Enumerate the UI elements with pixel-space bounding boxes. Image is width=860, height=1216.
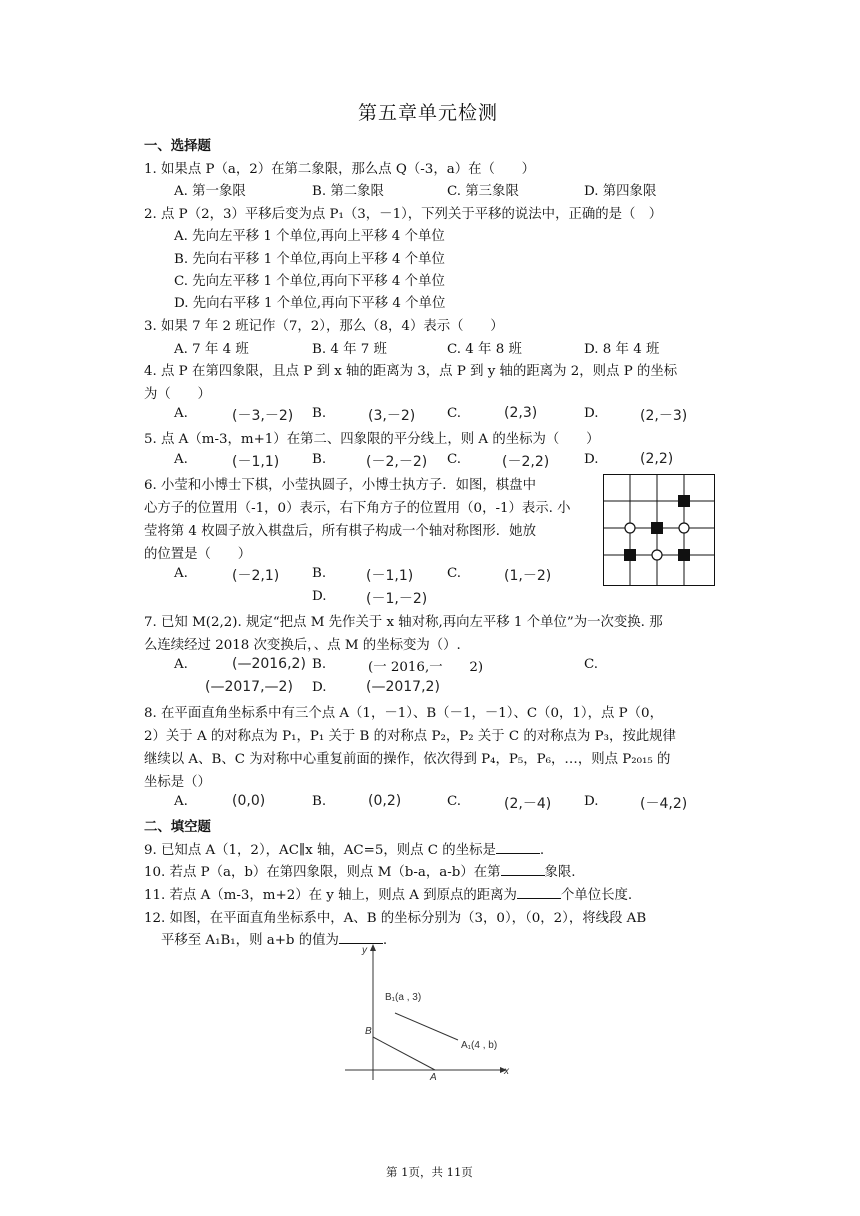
q11-stem bbox=[144, 884, 632, 903]
q4-value-a: (－3,－2) bbox=[232, 408, 294, 424]
q8-value-a: (0,0) bbox=[232, 793, 266, 809]
q2-stem: 2. 点 P（2，3）平移后变为点 P₁（3，－1），下列关于平移的说法中，正确的是（ ） bbox=[144, 207, 663, 222]
q6-value-b: (－1,1) bbox=[366, 568, 414, 584]
round-piece bbox=[679, 523, 689, 533]
chessboard-figure bbox=[603, 474, 715, 586]
q8-stem-line4: 坐标是（） bbox=[144, 775, 211, 790]
q8-letter-c: C. bbox=[447, 794, 462, 809]
q5-letter-c: C. bbox=[447, 452, 462, 467]
q8-letter-a: A. bbox=[174, 794, 188, 809]
q8-letter-d: D. bbox=[584, 794, 599, 809]
q10-stem bbox=[144, 861, 576, 880]
q6-value-d: (－1,－2) bbox=[366, 591, 428, 607]
round-piece bbox=[652, 550, 662, 560]
square-piece bbox=[678, 549, 690, 561]
square-piece bbox=[651, 522, 663, 534]
q9-stem bbox=[144, 839, 544, 858]
q5-letter-d: D. bbox=[584, 452, 599, 467]
q4-stem-line1: 4. 点 P 在第四象限，且点 P 到 x 轴的距离为 3，点 P 到 y 轴的距离为 2，则点 P 的坐标 bbox=[144, 364, 678, 379]
q7-value-c: (—2017,—2) bbox=[205, 679, 293, 695]
q7-value-a: (—2016,2) bbox=[232, 656, 306, 672]
q6-stem-line1: 6. 小莹和小博士下棋，小莹执圆子，小博士执方子．如图，棋盘中 bbox=[144, 478, 536, 493]
q6-value-a: (－2,1) bbox=[232, 568, 280, 584]
q6-stem-line2: 心方子的位置用（-1，0）表示，右下角方子的位置用（0，-1）表示. 小 bbox=[144, 501, 571, 516]
page-footer: 第 1页，共 11页 bbox=[386, 1165, 473, 1179]
q6-stem-line3: 莹将第 4 枚圆子放入棋盘后，所有棋子构成一个轴对称图形．她放 bbox=[144, 524, 536, 539]
q6-letter-c: C. bbox=[447, 566, 462, 581]
q7-letter-a: A. bbox=[174, 657, 188, 672]
q7-letter-b: B. bbox=[312, 657, 327, 672]
q4-letter-d: D. bbox=[584, 406, 599, 421]
q8-value-b: (0,2) bbox=[368, 793, 402, 809]
q3-option-b: B. 4 年 7 班 bbox=[312, 342, 387, 357]
q6-stem-line4: 的位置是（ ） bbox=[144, 547, 252, 562]
q5-value-c: (－2,2) bbox=[502, 454, 550, 470]
section-heading-fill: 二、填空题 bbox=[144, 820, 211, 835]
q7-value-d: (—2017,2) bbox=[366, 679, 440, 695]
q6-letter-d: D. bbox=[312, 589, 327, 604]
q4-stem-line2: 为（ ） bbox=[144, 387, 211, 402]
q7-letter-d: D. bbox=[312, 680, 327, 695]
q8-value-d: (－4,2) bbox=[640, 796, 688, 812]
q3-option-c: C. 4 年 8 班 bbox=[447, 342, 522, 357]
q10-answer-blank[interactable] bbox=[501, 863, 545, 876]
q7-letter-c: C. bbox=[584, 657, 599, 672]
q6-value-c: (1,－2) bbox=[504, 568, 552, 584]
q4-letter-a: A. bbox=[174, 406, 188, 421]
q1-option-b: B. 第二象限 bbox=[312, 184, 384, 199]
q7-stem-line2: 么连续经过 2018 次变换后，、点 M 的坐标变为（）. bbox=[144, 638, 461, 653]
q2-option-b: B. 先向右平移 1 个单位,再向上平移 4 个单位 bbox=[174, 252, 445, 267]
q2-option-d: D. 先向右平移 1 个单位,再向下平移 4 个单位 bbox=[174, 296, 446, 311]
q5-value-d: (2,2) bbox=[640, 451, 674, 467]
q1-option-d: D. 第四象限 bbox=[584, 184, 657, 199]
point-a1-label: A₁(4 , b) bbox=[461, 1040, 498, 1051]
q1-option-a: A. 第一象限 bbox=[174, 184, 246, 199]
q12-text-end: . bbox=[382, 933, 388, 948]
q5-letter-a: A. bbox=[174, 452, 188, 467]
point-a-label: A bbox=[430, 1072, 437, 1082]
page-title: 第五章单元检测 bbox=[358, 102, 499, 124]
coordinate-plane-figure bbox=[340, 942, 530, 1082]
q5-stem: 5. 点 A（m-3，m+1）在第二、四象限的平分线上，则 A 的坐标为（ ） bbox=[144, 432, 600, 447]
q1-stem: 1. 如果点 P（a，2）在第二象限，那么点 Q（-3，a）在（ ） bbox=[144, 162, 536, 177]
q8-stem-line1: 8. 在平面直角坐标系中有三个点 A（1，－1）、B（－1，－1）、C（0，1），点 P（0， bbox=[144, 706, 663, 721]
segment-ab bbox=[373, 1037, 435, 1070]
q12-stem-line1: 12. 如图，在平面直角坐标系中，A、B 的坐标分别为（3，0），（0，2），将线段 AB bbox=[144, 911, 647, 926]
q10-text-end: 象限. bbox=[544, 865, 576, 880]
q8-stem-line2: 2）关于 A 的对称点为 P₁，P₁ 关于 B 的对称点 P₂，P₂ 关于 C 的对称点为 P₃，按此规律 bbox=[144, 729, 676, 744]
q9-text: 9. 已知点 A（1，2），AC∥x 轴，AC=5，则点 C 的坐标是 bbox=[144, 843, 496, 858]
q7-stem-line1: 7. 已知 M(2,2). 规定“把点 M 先作关于 x 轴对称,再向左平移 1 个单位”为一次变换. 那 bbox=[144, 615, 663, 630]
segment-a1b1 bbox=[395, 1013, 458, 1040]
q6-letter-b: B. bbox=[312, 566, 327, 581]
q4-value-d: (2,－3) bbox=[640, 408, 688, 424]
q9-answer-blank[interactable] bbox=[496, 841, 540, 854]
q4-letter-b: B. bbox=[312, 406, 327, 421]
q1-option-c: C. 第三象限 bbox=[447, 184, 519, 199]
point-b-label: B bbox=[365, 1026, 372, 1037]
square-piece bbox=[624, 549, 636, 561]
q11-answer-blank[interactable] bbox=[517, 886, 561, 899]
x-axis-label: x bbox=[504, 1066, 509, 1077]
q11-text-end: 个单位长度. bbox=[560, 888, 633, 903]
y-axis-label: y bbox=[362, 945, 367, 956]
round-piece bbox=[625, 523, 635, 533]
q2-option-c: C. 先向左平移 1 个单位,再向下平移 4 个单位 bbox=[174, 274, 445, 289]
q8-letter-b: B. bbox=[312, 794, 327, 809]
q6-letter-a: A. bbox=[174, 566, 188, 581]
q4-letter-c: C. bbox=[447, 406, 462, 421]
q10-text: 10. 若点 P（a，b）在第四象限，则点 M（b-a，a-b）在第 bbox=[144, 865, 501, 880]
point-b1-label: B₁(a , 3) bbox=[385, 992, 422, 1003]
q3-option-a: A. 7 年 4 班 bbox=[174, 342, 249, 357]
q5-value-b: (－2,－2) bbox=[366, 454, 428, 470]
q3-option-d: D. 8 年 4 班 bbox=[584, 342, 660, 357]
q11-text: 11. 若点 A（m-3，m+2）在 y 轴上，则点 A 到原点的距离为 bbox=[144, 888, 517, 903]
y-axis-arrow bbox=[370, 944, 376, 951]
q8-stem-line3: 继续以 A、B、C 为对称中心重复前面的操作，依次得到 P₄，P₅，P₆，…，则点 P₂₀₁₅ 的 bbox=[144, 752, 671, 767]
q4-value-b: (3,－2) bbox=[368, 408, 416, 424]
square-piece bbox=[678, 495, 690, 507]
q5-value-a: (－1,1) bbox=[232, 454, 280, 470]
q3-stem: 3. 如果 7 年 2 班记作（7，2），那么（8，4）表示（ ） bbox=[144, 319, 504, 334]
q7-value-b: (一 2016,一 2) bbox=[368, 660, 484, 675]
q4-value-c: (2,3) bbox=[504, 405, 538, 421]
q5-letter-b: B. bbox=[312, 452, 327, 467]
q9-text-end: . bbox=[539, 843, 545, 858]
q8-value-c: (2,－4) bbox=[504, 796, 552, 812]
section-heading-choice: 一、选择题 bbox=[144, 139, 211, 154]
q2-option-a: A. 先向左平移 1 个单位,再向上平移 4 个单位 bbox=[174, 229, 445, 244]
q12-text: 平移至 A₁B₁，则 a+b 的值为 bbox=[161, 933, 339, 948]
